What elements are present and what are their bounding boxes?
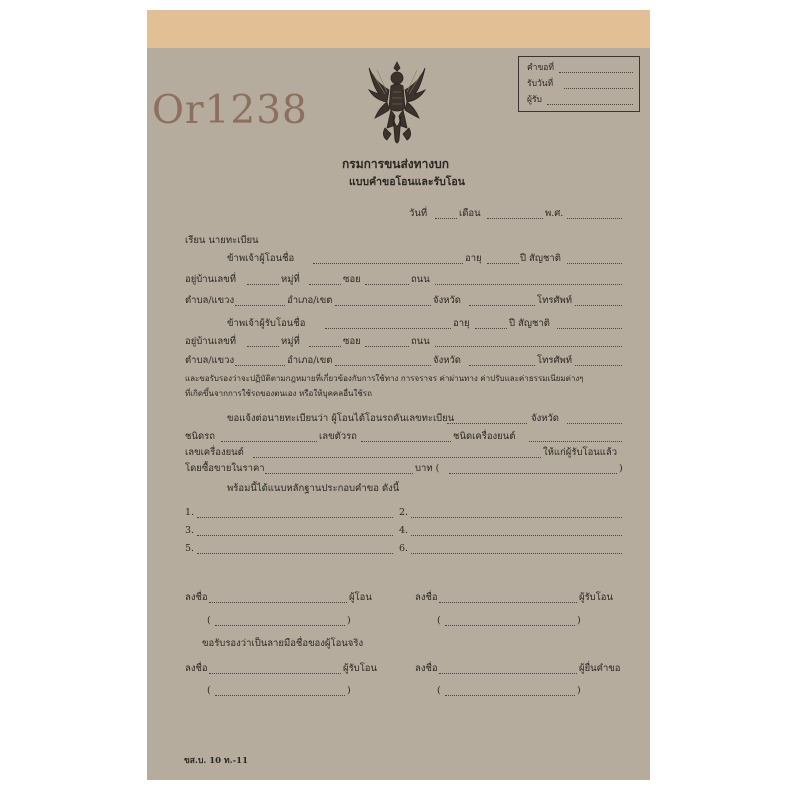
sign-label-transferee: ลงชื่อ (415, 592, 438, 603)
vehicle-baht-label: บาท ( (415, 463, 440, 474)
salutation: เรียน นายทะเบียน (185, 235, 259, 246)
certification-line2: ที่เกิดขึ้นจากการใช้รถของตนเอง หรือให้บุคคลอื่นใช้รถ (185, 389, 372, 398)
paper-tape-strip (147, 10, 650, 48)
transferee-sign-role: ผู้รับโอน (579, 592, 614, 603)
transferor-name-label: ข้าพเจ้าผู้โอนชื่อ (227, 253, 295, 264)
verifier-sign-role: ผู้รับโอน (343, 663, 378, 674)
applicant-sign-role: ผู้ยื่นคำขอ (579, 663, 621, 674)
transferee-age-label: อายุ (453, 318, 470, 329)
garuda-emblem-icon (365, 56, 429, 152)
transferee-road-label: ถนน (411, 336, 430, 347)
form-sheet (147, 10, 650, 780)
form-title: แบบคำขอโอนและรับโอน (349, 176, 465, 188)
evidence-item-2: 2. (399, 507, 409, 518)
transferor-close-paren: ) (347, 615, 351, 626)
transferee-close-paren: ) (577, 615, 581, 626)
transferor-province-label: จังหวัด (433, 295, 461, 306)
evidence-item-3: 3. (185, 525, 195, 536)
vehicle-price-label: โดยซื้อขายในราคา (185, 463, 265, 474)
certification-line1: และขอรับรองว่าจะปฏิบัติตามกฎหมายที่เกี่ยวข้องกับการใช้ทาง การจราจร ค่าผ่านทาง ค่าปรับและค่าธรรมเนียมต่างๆ (185, 374, 584, 383)
receiver-label: ผู้รับ (527, 95, 542, 105)
transferee-house-label: อยู่บ้านเลขที่ (185, 336, 236, 347)
sign-label-applicant: ลงชื่อ (415, 663, 438, 674)
transferor-open-paren: ( (207, 615, 211, 626)
transferor-soi-label: ซอย (343, 274, 361, 285)
request-no-label: คำขอที่ (527, 63, 554, 73)
handwritten-code: Or1238 (152, 88, 308, 133)
evidence-title: พร้อมนี้ได้แนบหลักฐานประกอบคำขอ ดังนี้ (227, 483, 400, 494)
transferor-moo-label: หมู่ที่ (281, 274, 300, 285)
transferee-open-paren: ( (437, 615, 441, 626)
vehicle-engine-type-label: ชนิดเครื่องยนต์ (453, 431, 516, 442)
sign-label-verifier: ลงชื่อ (185, 663, 208, 674)
transferee-soi-label: ซอย (343, 336, 361, 347)
applicant-open-paren: ( (437, 685, 441, 696)
verifier-close-paren: ) (347, 685, 351, 696)
evidence-item-6: 6. (399, 543, 409, 554)
date-month-label: เดือน (459, 208, 481, 219)
transferee-province-label: จังหวัด (433, 355, 461, 366)
evidence-item-1: 1. (185, 507, 195, 518)
sign-label-transferor: ลงชื่อ (185, 592, 208, 603)
transferor-amphoe-label: อำเภอ/เขต (287, 295, 333, 306)
verifier-open-paren: ( (207, 685, 211, 696)
vehicle-notify-label: ขอแจ้งต่อนายทะเบียนว่า ผู้โอนได้โอนรถคันเลขทะเบียน (227, 413, 455, 424)
received-date-label: รับวันที่ (527, 79, 554, 89)
transferee-phone-label: โทรศัพท์ (537, 355, 573, 366)
transferee-moo-label: หมู่ที่ (281, 336, 300, 347)
vehicle-close-paren: ) (619, 463, 623, 474)
vehicle-engine-no-label: เลขเครื่องยนต์ (185, 447, 244, 458)
vehicle-type-label: ชนิดรถ (185, 431, 215, 442)
signature-verify-text: ขอรับรองว่าเป็นลายมือชื่อของผู้โอนจริง (202, 638, 364, 649)
transferee-tambon-label: ตำบล/แขวง (185, 355, 235, 366)
transferor-tambon-label: ตำบล/แขวง (185, 295, 235, 306)
vehicle-to-transferee-label: ให้แก่ผู้รับโอนแล้ว (543, 447, 618, 458)
date-day-label: วันที่ (409, 208, 428, 219)
transferee-amphoe-label: อำเภอ/เขต (287, 355, 333, 366)
vehicle-body-no-label: เลขตัวรถ (319, 431, 357, 442)
transferee-nationality-label: ปี สัญชาติ (509, 318, 550, 329)
agency-name: กรมการขนส่งทางบก (342, 157, 450, 171)
receipt-box (518, 56, 640, 112)
evidence-item-4: 4. (399, 525, 409, 536)
evidence-item-5: 5. (185, 543, 195, 554)
date-year-label: พ.ศ. (545, 208, 564, 219)
transferor-sign-role: ผู้โอน (349, 592, 372, 603)
transferor-age-label: อายุ (465, 253, 482, 264)
vehicle-province-label: จังหวัด (531, 413, 559, 424)
applicant-close-paren: ) (577, 685, 581, 696)
transferor-house-label: อยู่บ้านเลขที่ (185, 274, 236, 285)
transferee-name-label: ข้าพเจ้าผู้รับโอนชื่อ (227, 318, 306, 329)
form-code: ขส.บ. 10 ท.-11 (184, 756, 248, 766)
transferor-nationality-label: ปี สัญชาติ (520, 253, 561, 264)
transferor-phone-label: โทรศัพท์ (537, 295, 573, 306)
transferor-road-label: ถนน (411, 274, 430, 285)
